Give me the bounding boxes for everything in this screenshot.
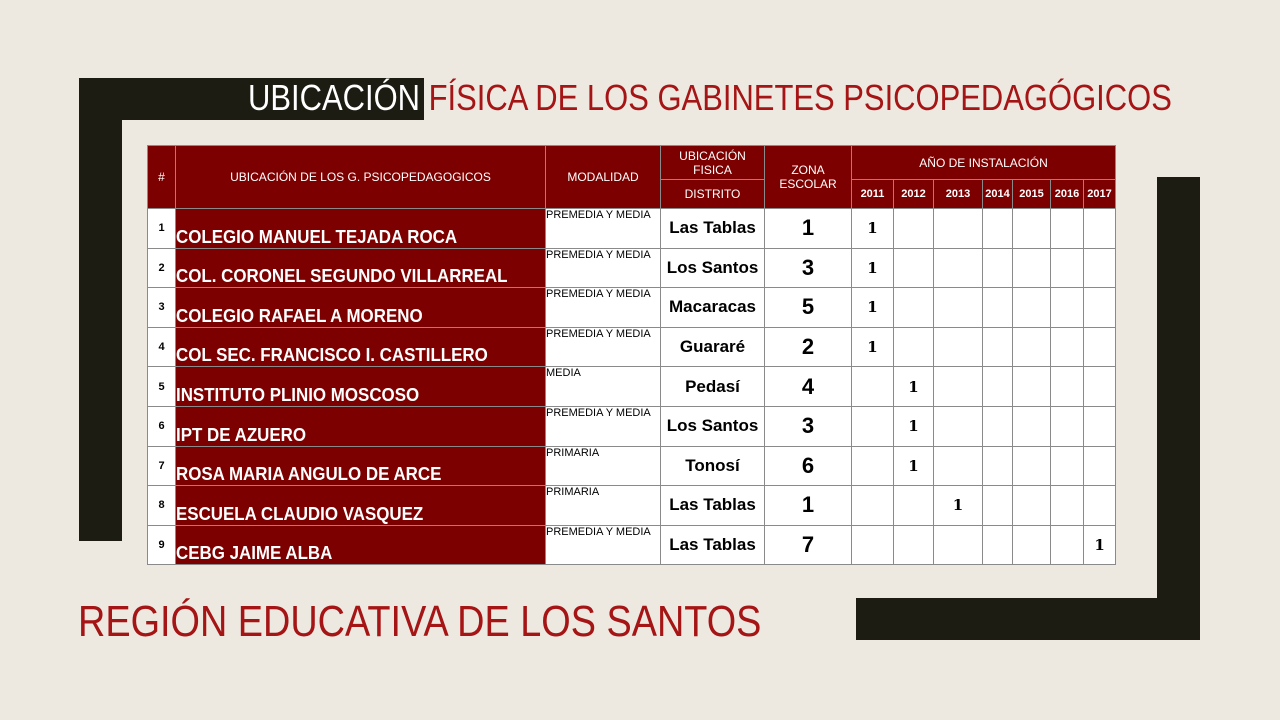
- year-cell: [1051, 288, 1084, 328]
- year-cell: [894, 209, 934, 249]
- header-year: 2012: [894, 180, 934, 209]
- year-cell: 1: [852, 327, 894, 367]
- district-cell: Guararé: [661, 327, 765, 367]
- zone-cell: 6: [765, 446, 852, 486]
- year-cell: [1013, 525, 1051, 565]
- table-row: [148, 288, 1116, 328]
- header-modality: MODALIDAD: [546, 146, 661, 209]
- school-name-cell: [176, 248, 546, 288]
- year-cell: [1013, 327, 1051, 367]
- year-cell: [1013, 486, 1051, 526]
- district-cell: Las Tablas: [661, 525, 765, 565]
- school-name-cell: [176, 209, 546, 249]
- school-name: COLEGIO RAFAEL A MORENO: [176, 305, 423, 326]
- table-row: [148, 406, 1116, 446]
- row-number: 5: [148, 367, 176, 407]
- row-number: 9: [148, 525, 176, 565]
- row-number: 6: [148, 406, 176, 446]
- zone-cell: 3: [765, 248, 852, 288]
- header-physical-location: UBICACIÓN FISICA: [661, 146, 765, 180]
- year-cell: [1084, 288, 1116, 328]
- year-cell: [1051, 209, 1084, 249]
- year-cell: [934, 248, 983, 288]
- year-cell: [934, 446, 983, 486]
- year-cell: [852, 406, 894, 446]
- year-cell: [983, 486, 1013, 526]
- school-name: CEBG JAIME ALBA: [176, 543, 333, 564]
- row-number: 7: [148, 446, 176, 486]
- header-year: 2016: [1051, 180, 1084, 209]
- modality-cell: PREMEDIA Y MEDIA: [546, 327, 661, 367]
- zone-cell: 1: [765, 486, 852, 526]
- row-number: 4: [148, 327, 176, 367]
- year-cell: [1051, 406, 1084, 446]
- slide-title: [248, 76, 1172, 120]
- school-name-cell: [176, 327, 546, 367]
- modality-cell: PREMEDIA Y MEDIA: [546, 288, 661, 328]
- year-cell: 1: [894, 446, 934, 486]
- header-zone: ZONA ESCOLAR: [765, 146, 852, 209]
- header-year: 2011: [852, 180, 894, 209]
- year-cell: [1084, 446, 1116, 486]
- year-cell: 1: [894, 367, 934, 407]
- school-name: ESCUELA CLAUDIO VASQUEZ: [176, 503, 424, 524]
- district-cell: Las Tablas: [661, 486, 765, 526]
- frame-decoration-bottom: [856, 598, 1200, 640]
- year-cell: [894, 288, 934, 328]
- table-row: [148, 446, 1116, 486]
- year-cell: [983, 525, 1013, 565]
- year-cell: [1013, 367, 1051, 407]
- school-name: ROSA MARIA ANGULO DE ARCE: [176, 464, 442, 485]
- year-cell: [1013, 406, 1051, 446]
- header-num: #: [148, 146, 176, 209]
- year-cell: [983, 367, 1013, 407]
- year-cell: [1051, 525, 1084, 565]
- year-cell: [852, 446, 894, 486]
- region-title: REGIÓN EDUCATIVA DE LOS SANTOS: [78, 597, 762, 646]
- school-name: COLEGIO MANUEL TEJADA ROCA: [176, 226, 458, 247]
- zone-cell: 5: [765, 288, 852, 328]
- table-row: [148, 525, 1116, 565]
- year-cell: [934, 209, 983, 249]
- school-name-cell: [176, 525, 546, 565]
- table-row: [148, 367, 1116, 407]
- zone-cell: 2: [765, 327, 852, 367]
- year-cell: [1051, 248, 1084, 288]
- modality-cell: PREMEDIA Y MEDIA: [546, 248, 661, 288]
- year-cell: [1084, 406, 1116, 446]
- district-cell: Los Santos: [661, 248, 765, 288]
- school-name-cell: [176, 367, 546, 407]
- district-cell: Las Tablas: [661, 209, 765, 249]
- year-cell: [1084, 327, 1116, 367]
- year-cell: [852, 525, 894, 565]
- header-location: UBICACIÓN DE LOS G. PSICOPEDAGOGICOS: [176, 146, 546, 209]
- school-name: COL SEC. FRANCISCO I. CASTILLERO: [176, 345, 488, 366]
- header-year: 2013: [934, 180, 983, 209]
- year-cell: [1051, 367, 1084, 407]
- year-cell: [934, 406, 983, 446]
- header-year: 2015: [1013, 180, 1051, 209]
- modality-cell: PREMEDIA Y MEDIA: [546, 406, 661, 446]
- year-cell: [894, 327, 934, 367]
- district-cell: Pedasí: [661, 367, 765, 407]
- row-number: 1: [148, 209, 176, 249]
- year-cell: 1: [934, 486, 983, 526]
- year-cell: [1013, 446, 1051, 486]
- row-number: 3: [148, 288, 176, 328]
- row-number: 2: [148, 248, 176, 288]
- district-cell: Los Santos: [661, 406, 765, 446]
- slide-title-part1: UBICACIÓN: [248, 77, 421, 118]
- year-cell: [894, 525, 934, 565]
- year-cell: [1084, 486, 1116, 526]
- modality-cell: MEDIA: [546, 367, 661, 407]
- year-cell: [894, 486, 934, 526]
- year-cell: [1084, 209, 1116, 249]
- modality-cell: PREMEDIA Y MEDIA: [546, 209, 661, 249]
- header-install-year: AÑO DE INSTALACIÓN: [852, 146, 1116, 180]
- modality-cell: PREMEDIA Y MEDIA: [546, 525, 661, 565]
- year-cell: [934, 288, 983, 328]
- table-row: [148, 209, 1116, 249]
- year-cell: [983, 327, 1013, 367]
- year-cell: [1013, 248, 1051, 288]
- frame-decoration-left: [79, 78, 122, 541]
- zone-cell: 7: [765, 525, 852, 565]
- year-cell: [983, 288, 1013, 328]
- year-cell: [852, 486, 894, 526]
- year-cell: [1084, 248, 1116, 288]
- year-cell: [894, 248, 934, 288]
- year-cell: [983, 209, 1013, 249]
- year-cell: 1: [852, 209, 894, 249]
- school-name-cell: [176, 486, 546, 526]
- slide-title-part2: FÍSICA DE LOS GABINETES PSICOPEDAGÓGICOS: [428, 77, 1172, 118]
- year-cell: [934, 367, 983, 407]
- year-cell: [934, 525, 983, 565]
- year-cell: [1013, 288, 1051, 328]
- modality-cell: PRIMARIA: [546, 486, 661, 526]
- year-cell: [852, 367, 894, 407]
- table-body: [148, 209, 1116, 565]
- year-cell: [1051, 446, 1084, 486]
- year-cell: [983, 406, 1013, 446]
- year-cell: [983, 446, 1013, 486]
- year-cell: [1051, 327, 1084, 367]
- year-cell: 1: [852, 288, 894, 328]
- zone-cell: 4: [765, 367, 852, 407]
- year-cell: 1: [894, 406, 934, 446]
- year-cell: 1: [852, 248, 894, 288]
- school-name-cell: [176, 288, 546, 328]
- school-name: IPT DE AZUERO: [176, 424, 307, 445]
- year-cell: 1: [1084, 525, 1116, 565]
- school-name-cell: [176, 446, 546, 486]
- gabinetes-table: [147, 145, 1116, 565]
- school-name: COL. CORONEL SEGUNDO VILLARREAL: [176, 266, 508, 287]
- year-cell: [1051, 486, 1084, 526]
- year-cell: [1013, 209, 1051, 249]
- row-number: 8: [148, 486, 176, 526]
- district-cell: Macaracas: [661, 288, 765, 328]
- frame-decoration-right: [1157, 177, 1200, 640]
- zone-cell: 3: [765, 406, 852, 446]
- table-row: [148, 327, 1116, 367]
- school-name-cell: [176, 406, 546, 446]
- year-cell: [934, 327, 983, 367]
- year-cell: [1084, 367, 1116, 407]
- header-district: DISTRITO: [661, 180, 765, 209]
- table-row: [148, 248, 1116, 288]
- year-cell: [983, 248, 1013, 288]
- header-year: 2017: [1084, 180, 1116, 209]
- district-cell: Tonosí: [661, 446, 765, 486]
- zone-cell: 1: [765, 209, 852, 249]
- school-name: INSTITUTO PLINIO MOSCOSO: [176, 384, 420, 405]
- table-row: [148, 486, 1116, 526]
- modality-cell: PRIMARIA: [546, 446, 661, 486]
- header-year: 2014: [983, 180, 1013, 209]
